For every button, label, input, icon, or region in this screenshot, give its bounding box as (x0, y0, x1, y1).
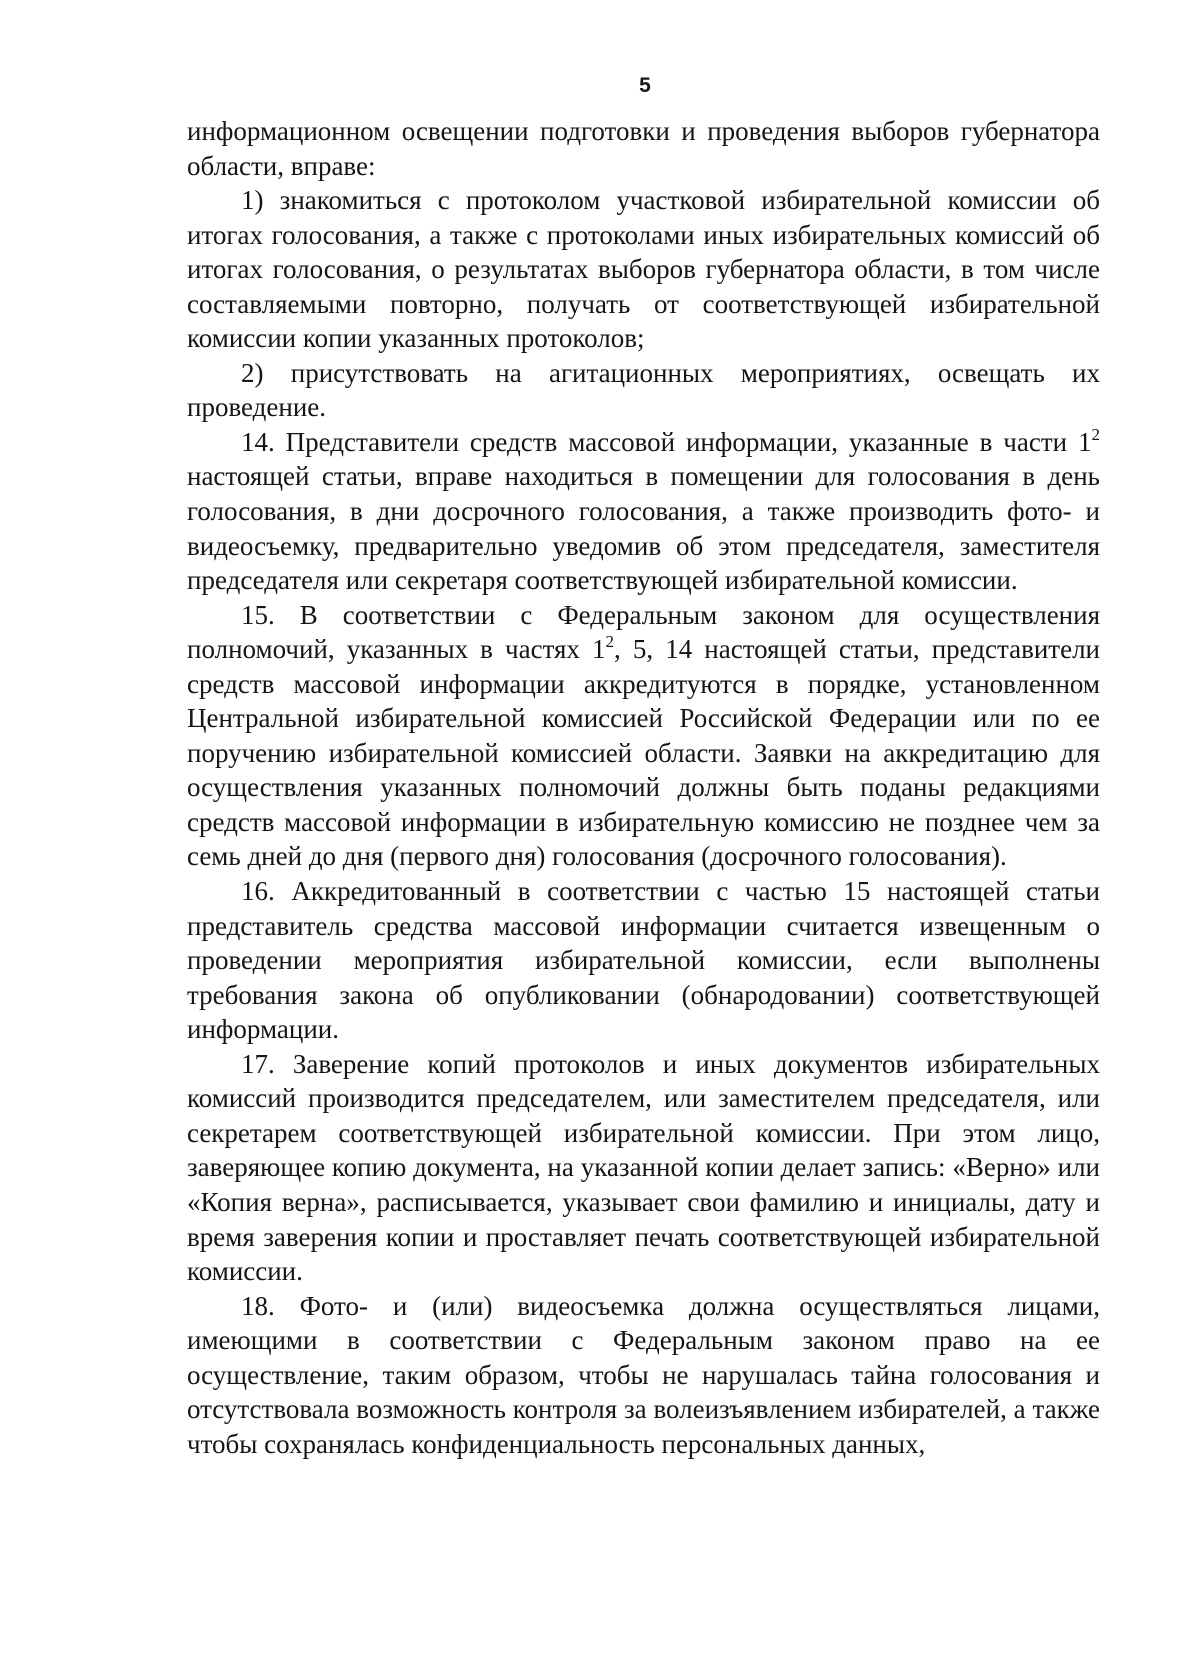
paragraph-item-2: 2) присутствовать на агитационных мероприятиях, освещать их проведение. (187, 357, 1100, 423)
superscript: 2 (605, 632, 615, 652)
paragraph-14-rest: настоящей статьи, вправе находиться в помещении для голосования в день голосования, в дни досрочного голосования, а также производить фото- и видеосъемку, предварительно уведомив об этом председателя, заместителя председателя или секретаря соответствующей избирательной комиссии. (187, 461, 1100, 596)
paragraph-15-lead: 15. В соответствии с Федеральным законом для осуществления полномочий, указанных в частях 1 (187, 599, 1100, 665)
superscript: 2 (1091, 424, 1100, 444)
document-body (187, 114, 1100, 1461)
paragraph-17: 17. Заверение копий протоколов и иных документов избирательных комиссий производится председателем, или заместителем председателя, или секретарем соответствующей избирательной комиссии. При этом лицо, заверяющее копию документа, на указанной копии делает запись: «Верно» или «Копия верна», расписывается, указывает свои фамилию и инициалы, дату и время заверения копии и проставляет печать соответствующей избирательной комиссии. (187, 1048, 1100, 1287)
page-number: 5 (639, 74, 651, 97)
paragraph-18: 18. Фото- и (или) видеосъемка должна осуществляться лицами, имеющими в соответствии с Федеральным законом право на ее осуществление, таким образом, чтобы не нарушалась тайна голосования и отсутствовала возможность контроля за волеизъявлением избирателей, а также чтобы сохранялась конфиденциальность персональных данных, (187, 1290, 1100, 1459)
paragraph-14 (187, 425, 1100, 598)
paragraph-item-1: 1) знакомиться с протоколом участковой избирательной комиссии об итогах голосования, а также с протоколами иных избирательных комиссий об итогах голосования, о результатах выборов губернатора области, в том числе составляемыми повторно, получать от соответствующей избирательной комиссии копии указанных протоколов; (187, 185, 1100, 354)
paragraph-continuation: информационном освещении подготовки и проведения выборов губернатора области, вправе: (187, 116, 1100, 181)
paragraph-15 (187, 598, 1100, 874)
paragraph-16: 16. Аккредитованный в соответствии с частью 15 настоящей статьи представитель средства массовой информации считается извещенным о проведении мероприятия избирательной комиссии, если выполнены требования закона об опубликовании (обнародовании) соответствующей информации. (187, 876, 1100, 1045)
paragraph-15-rest: , 5, 14 настоящей статьи, представители средств массовой информации аккредитуются в порядке, установленном Центральной избирательной комиссией Российской Федерации или по ее поручению избирательной комиссией области. Заявки на аккредитацию для осуществления указанных полномочий должны быть поданы редакциями средств массовой информации в избирательную комиссию не позднее чем за семь дней до дня (первого дня) голосования (досрочного голосования). (187, 634, 1101, 872)
paragraph-14-lead: 14. Представители средств массовой информации, указанные в части 1 (241, 426, 1092, 457)
